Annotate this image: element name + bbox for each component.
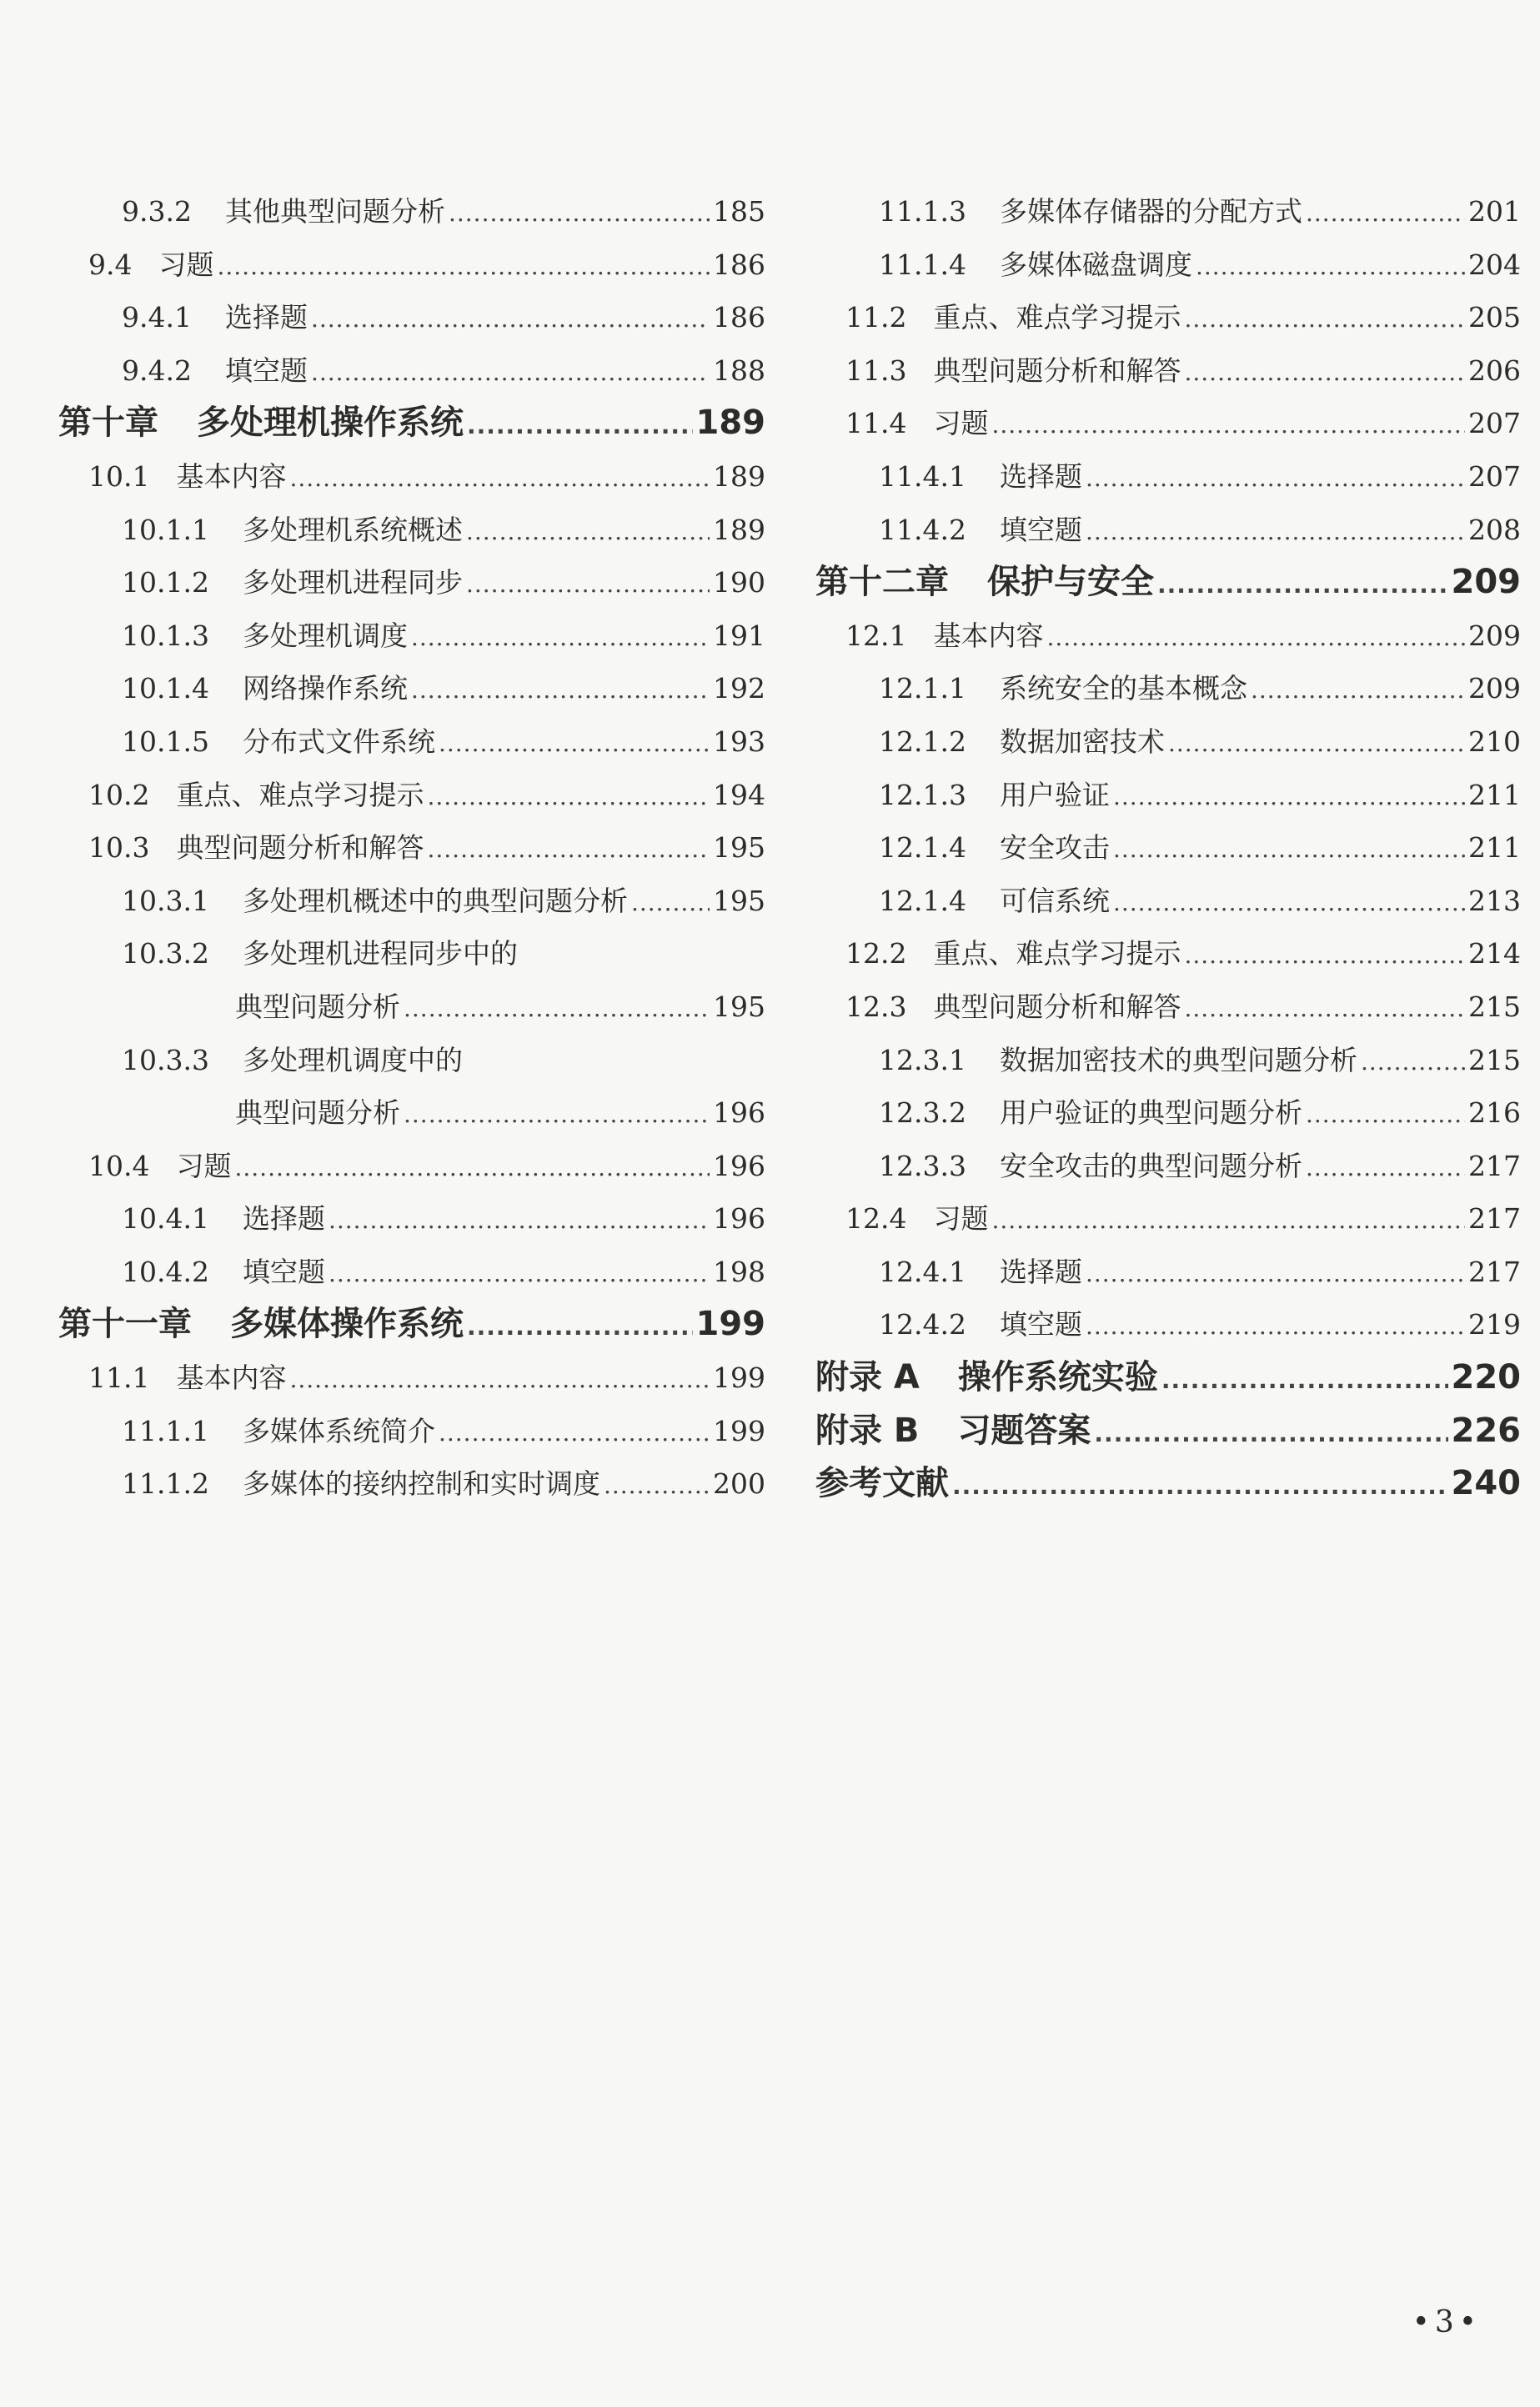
toc-entry[interactable]: [58, 344, 765, 398]
toc-chapter-entry[interactable]: [815, 1405, 1521, 1458]
toc-entry-page: 217: [1468, 1202, 1521, 1236]
toc-entry-page: 205: [1468, 301, 1521, 334]
toc-entry-number: 12.1.2: [879, 725, 966, 758]
toc-entry-title: 习题答案: [957, 1411, 1091, 1450]
toc-chapter-entry[interactable]: [815, 1457, 1521, 1511]
toc-entry[interactable]: [58, 980, 765, 1034]
toc-entry-page: 213: [1468, 884, 1521, 917]
toc-entry-title: 数据加密技术的典型问题分析: [999, 1043, 1357, 1076]
toc-entry-title: 安全攻击: [999, 831, 1110, 865]
toc-entry-number: 9.4.1: [122, 301, 192, 334]
toc-entry-page: 186: [713, 248, 765, 281]
dot-leader: [1086, 1300, 1465, 1353]
toc-entry[interactable]: [58, 662, 765, 715]
toc-entry[interactable]: [815, 821, 1521, 875]
toc-entry[interactable]: [815, 1298, 1521, 1351]
toc-entry[interactable]: [58, 1246, 765, 1299]
toc-entry-number: 12.4: [845, 1202, 907, 1236]
toc-entry-number: 12.1.1: [879, 672, 966, 705]
toc-entry-page: 211: [1468, 778, 1521, 811]
toc-entry-page: 191: [713, 619, 765, 652]
toc-entry-number: 9.4: [88, 248, 133, 281]
toc-entry-page: 207: [1468, 407, 1521, 440]
toc-chapter-entry[interactable]: [58, 1298, 765, 1351]
toc-entry-page: 190: [713, 566, 765, 599]
dot-leader: [404, 1088, 710, 1141]
dot-leader: [217, 240, 710, 293]
toc-entry-page: 198: [713, 1255, 765, 1288]
toc-entry-page: 204: [1468, 248, 1521, 281]
toc-entry-title: 多媒体的接纳控制和实时调度: [242, 1467, 600, 1501]
toc-entry-page: 194: [713, 778, 765, 811]
page-number: •3•: [1412, 2305, 1482, 2339]
toc-entry[interactable]: [58, 238, 765, 292]
toc-entry[interactable]: [58, 927, 765, 980]
toc-entry-number: 10.3: [88, 831, 150, 865]
toc-entry-title: 多媒体存储器的分配方式: [999, 195, 1302, 228]
toc-entry-number: 10.4.2: [122, 1255, 209, 1288]
toc-entry-title: 填空题: [224, 354, 308, 387]
toc-entry-page: 219: [1468, 1308, 1521, 1341]
toc-entry-title: 选择题: [224, 301, 308, 334]
dot-leader: [467, 1301, 693, 1354]
toc-entry-page: 196: [713, 1202, 765, 1236]
toc-entry[interactable]: [58, 821, 765, 875]
dot-leader: [1184, 346, 1465, 399]
toc-entry-title: 典型问题分析: [235, 990, 400, 1023]
toc-entry[interactable]: [815, 185, 1521, 238]
toc-entry-number: 第十一章: [58, 1305, 192, 1344]
toc-entry-page: 195: [713, 831, 765, 865]
toc-entry-number: 10.3.1: [122, 884, 209, 917]
dot-leader: [604, 1459, 710, 1512]
toc-entry-title: 可信系统: [999, 884, 1110, 917]
toc-entry-page: 192: [713, 672, 765, 705]
dot-leader: [1161, 1354, 1448, 1407]
toc-entry-title: 用户验证的典型问题分析: [999, 1096, 1302, 1130]
toc-entry-number: 12.3.3: [879, 1149, 966, 1182]
toc-entry[interactable]: [58, 185, 765, 238]
toc-entry-page: 215: [1468, 990, 1521, 1023]
toc-entry-number: 附录 A: [815, 1358, 920, 1397]
toc-entry-title: 填空题: [242, 1255, 325, 1288]
toc-entry-title: 典型问题分析: [235, 1096, 400, 1130]
dot-leader: [329, 1247, 710, 1301]
toc-entry-number: 12.1.4: [879, 831, 966, 865]
toc-entry-title: 多处理机进程同步中的: [242, 937, 518, 970]
dot-leader: [1086, 505, 1465, 559]
toc-entry-title: 多媒体操作系统: [230, 1305, 464, 1344]
toc-entry[interactable]: [815, 1140, 1521, 1193]
toc-entry-number: 11.1: [88, 1361, 150, 1395]
dot-leader: [1113, 770, 1465, 824]
toc-entry-title: 其他典型问题分析: [224, 195, 445, 228]
toc-entry[interactable]: [815, 1246, 1521, 1299]
toc-entry[interactable]: [58, 556, 765, 609]
dot-leader: [289, 452, 710, 505]
dot-leader: [1184, 982, 1465, 1036]
toc-entry-page: 209: [1468, 672, 1521, 705]
dot-leader: [1361, 1036, 1465, 1089]
toc-entry[interactable]: [815, 769, 1521, 822]
toc-entry-number: 10.1.4: [122, 672, 209, 705]
toc-entry-page: 196: [713, 1096, 765, 1130]
dot-leader: [311, 293, 710, 346]
toc-entry-page: 214: [1468, 937, 1521, 970]
dot-leader: [427, 823, 710, 876]
dot-leader: [952, 1460, 1448, 1513]
toc-entry-page: 193: [713, 725, 765, 758]
toc-entry-title: 选择题: [999, 1255, 1082, 1288]
toc-entry-title: 多处理机调度中的: [242, 1043, 463, 1076]
toc-entry-page: 215: [1468, 1043, 1521, 1076]
toc-entry-page: 208: [1468, 513, 1521, 546]
toc-entry-title: 网络操作系统: [242, 672, 408, 705]
toc-entry-title: 多处理机进程同步: [242, 566, 463, 599]
toc-entry-title: 多处理机操作系统: [197, 404, 464, 443]
toc-entry-number: 11.3: [845, 354, 907, 387]
toc-entry-page: 211: [1468, 831, 1521, 865]
toc-entry-page: 216: [1468, 1096, 1521, 1130]
toc-entry-page: 220: [1451, 1358, 1521, 1397]
dot-leader: [1046, 611, 1465, 664]
dot-leader: [289, 1353, 710, 1407]
toc-entry-page: 199: [713, 1361, 765, 1395]
toc-entry-number: 9.3.2: [122, 195, 192, 228]
toc-entry-title: 基本内容: [933, 619, 1044, 652]
toc-entry-number: 10.3.2: [122, 937, 209, 970]
toc-entry[interactable]: [815, 875, 1521, 928]
toc-entry-number: 11.1.1: [122, 1414, 209, 1447]
toc-entry-title: 安全攻击的典型问题分析: [999, 1149, 1302, 1182]
dot-leader: [1113, 823, 1465, 876]
toc-entry-title: 多媒体系统简介: [242, 1414, 435, 1447]
toc-entry[interactable]: [815, 980, 1521, 1034]
toc-entry-title: 重点、难点学习提示: [933, 937, 1181, 970]
toc-entry-page: 185: [713, 195, 765, 228]
toc-entry-number: 10.1.2: [122, 566, 209, 599]
toc-entry-title: 选择题: [242, 1202, 325, 1236]
toc-entry-number: 11.1.3: [879, 195, 966, 228]
toc-entry-title: 重点、难点学习提示: [176, 778, 424, 811]
toc-entry-title: 分布式文件系统: [242, 725, 435, 758]
toc-entry-page: 226: [1451, 1411, 1521, 1450]
dot-leader: [1196, 240, 1465, 293]
toc-entry-title: 用户验证: [999, 778, 1110, 811]
toc-entry-page: 209: [1468, 619, 1521, 652]
toc-entry[interactable]: [58, 875, 765, 928]
dot-leader: [329, 1194, 710, 1247]
dot-leader: [1086, 452, 1465, 505]
toc-entry-number: 12.3.1: [879, 1043, 966, 1076]
toc-entry-title: 基本内容: [176, 459, 287, 493]
toc-entry-page: 189: [713, 513, 765, 546]
toc-entry-page: 195: [713, 884, 765, 917]
toc-entry-title: 基本内容: [176, 1361, 287, 1395]
toc-entry[interactable]: [815, 1192, 1521, 1246]
toc-entry-page: 189: [713, 459, 765, 493]
dot-leader: [467, 399, 693, 453]
toc-entry-number: 11.4: [845, 407, 907, 440]
toc-entry-title: 典型问题分析和解答: [176, 831, 424, 865]
toc-entry-page: 201: [1468, 195, 1521, 228]
toc-entry-number: 12.4.2: [879, 1308, 966, 1341]
toc-entry-title: 习题: [933, 407, 989, 440]
toc-entry-title: 典型问题分析和解答: [933, 354, 1181, 387]
toc-entry[interactable]: [815, 715, 1521, 769]
toc-entry[interactable]: [58, 1351, 765, 1405]
toc-entry-page: 217: [1468, 1255, 1521, 1288]
toc-entry-number: 12.3.2: [879, 1096, 966, 1130]
toc-entry[interactable]: [815, 291, 1521, 344]
toc-entry-title: 习题: [176, 1149, 232, 1182]
toc-entry[interactable]: [58, 291, 765, 344]
dot-leader: [234, 1141, 710, 1195]
toc-entry-page: 217: [1468, 1149, 1521, 1182]
toc-entry-number: 11.4.2: [879, 513, 966, 546]
toc-right-column: [815, 185, 1521, 1511]
toc-entry[interactable]: [58, 450, 765, 504]
toc-entry-title: 填空题: [999, 1308, 1082, 1341]
toc-entry-number: 12.1: [845, 619, 907, 652]
dot-leader: [1306, 1141, 1465, 1195]
toc-entry-number: 12.4.1: [879, 1255, 966, 1288]
dot-leader: [991, 399, 1465, 452]
toc-entry-number: 10.1.3: [122, 619, 209, 652]
toc-entry-number: 10.2: [88, 778, 150, 811]
toc-entry[interactable]: [58, 715, 765, 769]
toc-entry-page: 209: [1451, 563, 1521, 602]
toc-entry[interactable]: [58, 1086, 765, 1140]
toc-entry-title: 习题: [158, 248, 214, 281]
toc-entry-number: 10.1: [88, 459, 150, 493]
dot-leader: [466, 505, 710, 559]
toc-left-column: [58, 185, 765, 1511]
toc-entry-title: 习题: [933, 1202, 989, 1236]
toc-entry-number: 12.2: [845, 937, 907, 970]
toc-entry-page: 196: [713, 1149, 765, 1182]
toc-entry[interactable]: [58, 504, 765, 557]
dot-leader: [1251, 664, 1465, 717]
toc-entry-page: 186: [713, 301, 765, 334]
dot-leader: [411, 611, 710, 664]
toc-entry-title: 典型问题分析和解答: [933, 990, 1181, 1023]
toc-entry-number: 11.1.4: [879, 248, 966, 281]
dot-leader: [411, 664, 710, 717]
toc-entry-number: 10.1.1: [122, 513, 209, 546]
toc-entry[interactable]: [815, 238, 1521, 292]
toc-entry[interactable]: [815, 344, 1521, 398]
dot-leader: [991, 1194, 1465, 1247]
dot-leader: [1168, 717, 1465, 770]
toc-entry[interactable]: [815, 450, 1521, 504]
dot-leader: [1113, 876, 1465, 930]
toc-entry-page: 189: [695, 404, 765, 443]
dot-leader: [1306, 1088, 1465, 1141]
toc-entry-number: 10.1.5: [122, 725, 209, 758]
toc-entry[interactable]: [58, 1457, 765, 1511]
toc-entry-number: 12.1.3: [879, 778, 966, 811]
dot-leader: [1086, 1247, 1465, 1301]
toc-entry-title: 填空题: [999, 513, 1082, 546]
toc-entry-title: 保护与安全: [987, 563, 1154, 602]
toc-entry[interactable]: [815, 397, 1521, 450]
toc-entry[interactable]: [58, 769, 765, 822]
toc-entry[interactable]: [58, 1034, 765, 1087]
toc-entry-number: 12.3: [845, 990, 907, 1023]
toc-entry-page: 206: [1468, 354, 1521, 387]
dot-leader: [1094, 1407, 1447, 1461]
dot-leader: [1184, 929, 1465, 982]
toc-entry-number: 11.1.2: [122, 1467, 209, 1501]
dot-leader: [439, 717, 710, 770]
toc-entry-title: 多媒体磁盘调度: [999, 248, 1192, 281]
dot-leader: [311, 346, 710, 399]
toc-entry-number: 11.4.1: [879, 459, 966, 493]
toc-entry[interactable]: [815, 504, 1521, 557]
dot-leader: [466, 558, 710, 611]
dot-leader: [439, 1407, 710, 1460]
toc-entry-page: 195: [713, 990, 765, 1023]
toc-entry-number: 9.4.2: [122, 354, 192, 387]
toc-entry-number: 附录 B: [815, 1411, 920, 1450]
toc-entry-page: 199: [695, 1305, 765, 1344]
toc-entry-page: 207: [1468, 459, 1521, 493]
toc-entry-number: 第十章: [58, 404, 158, 443]
toc-entry[interactable]: [815, 609, 1521, 663]
dot-leader: [449, 187, 710, 240]
toc-entry[interactable]: [58, 609, 765, 663]
dot-leader: [1184, 293, 1465, 346]
toc-entry-title: 参考文献: [815, 1464, 949, 1503]
toc-entry[interactable]: [58, 1140, 765, 1193]
toc-entry-page: 240: [1451, 1464, 1521, 1503]
toc-entry-number: 12.1.4: [879, 884, 966, 917]
toc-entry[interactable]: [58, 1405, 765, 1458]
toc-entry-title: 操作系统实验: [957, 1358, 1158, 1397]
toc-entry-title: 数据加密技术: [999, 725, 1165, 758]
toc-entry[interactable]: [58, 1192, 765, 1246]
toc-entry-page: 199: [713, 1414, 765, 1447]
toc-entry-title: 系统安全的基本概念: [999, 672, 1247, 705]
toc-entry-number: 第十二章: [815, 563, 949, 602]
dot-leader: [404, 982, 710, 1036]
toc-entry-title: 选择题: [999, 459, 1082, 493]
toc-chapter-entry[interactable]: [815, 556, 1521, 609]
toc-entry-title: 多处理机调度: [242, 619, 408, 652]
toc-entry-page: 200: [713, 1467, 765, 1501]
toc-entry-number: 10.3.3: [122, 1043, 209, 1076]
dot-leader: [427, 770, 710, 824]
toc-entry-number: 10.4: [88, 1149, 150, 1182]
toc-entry[interactable]: [815, 662, 1521, 715]
toc-chapter-entry[interactable]: [58, 397, 765, 450]
toc-entry[interactable]: [815, 1034, 1521, 1087]
toc-entry-number: 10.4.1: [122, 1202, 209, 1236]
toc-entry-title: 多处理机概述中的典型问题分析: [242, 884, 628, 917]
toc-entry-number: 11.2: [845, 301, 907, 334]
dot-leader: [1157, 559, 1448, 612]
toc-entry-page: 188: [713, 354, 765, 387]
toc-entry-title: 重点、难点学习提示: [933, 301, 1181, 334]
toc-entry-page: 210: [1468, 725, 1521, 758]
toc-chapter-entry[interactable]: [815, 1351, 1521, 1405]
toc-entry-title: 多处理机系统概述: [242, 513, 463, 546]
toc-entry[interactable]: [815, 927, 1521, 980]
dot-leader: [1306, 187, 1465, 240]
dot-leader: [631, 876, 710, 930]
toc-entry[interactable]: [815, 1086, 1521, 1140]
